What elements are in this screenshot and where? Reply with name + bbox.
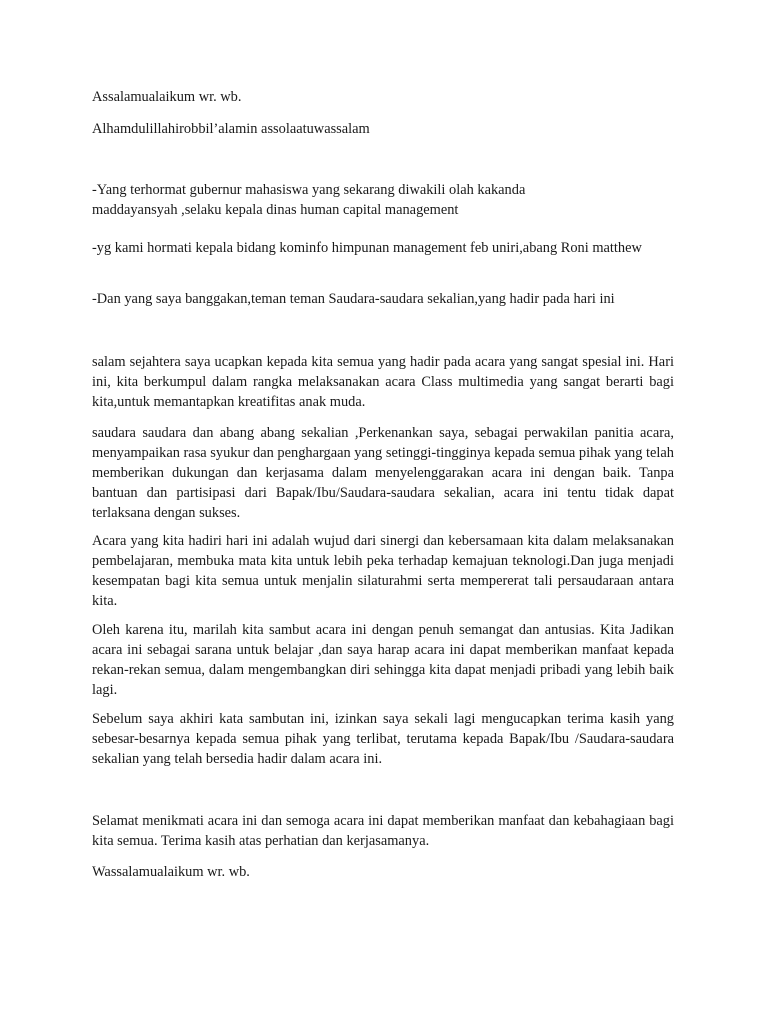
paragraph-synergy: Acara yang kita hadiri hari ini adalah wujud dari sinergi dan kebersamaan kita dalam melaksanakan pembelajaran, membuka mata kita untuk lebih peka terhadap kemajuan teknologi.Dan juga menjadi kesempatan bagi kita semua untuk menjalin silaturahmi serta mempererat tali persaudaraan antara kita. — [92, 533, 674, 609]
respect-line-audience: -Dan yang saya banggakan,teman teman Saudara-saudara sekalian,yang hadir pada hari ini — [92, 291, 615, 307]
closing-text: Wassalamualaikum wr. wb. — [92, 864, 250, 880]
opening-text: Alhamdulillahirobbil’alamin assolaatuwassalam — [92, 121, 370, 137]
paragraph-gratitude: Sebelum saya akhiri kata sambutan ini, izinkan saya sekali lagi mengucapkan terima kasih yang sebesar-besarnya kepada semua pihak yang terlibat, terutama kepada Bapak/Ibu /Saudara-saudara sekalian yang telah bersedia hadir dalam acara ini. — [92, 711, 674, 767]
paragraph-closing-wishes: Selamat menikmati acara ini dan semoga acara ini dapat memberikan manfaat dan kebahagiaan bagi kita semua. Terima kasih atas perhatian dan kerjasamanya. — [92, 813, 674, 849]
respect-line-governor: -Yang terhormat gubernur mahasiswa yang sekarang diwakili olah kakanda maddayansyah ,selaku kepala dinas human capital management — [92, 182, 526, 218]
paragraph-thanks: saudara saudara dan abang abang sekalian ,Perkenankan saya, sebagai perwakilan panitia acara, menyampaikan rasa syukur dan penghargaan yang setinggi-tingginya kepada semua pihak yang telah memberikan dukungan dan kerjasama dalam menyelenggarakan acara ini dengan baik. Tanpa bantuan dan partisipasi dari Bapak/Ibu/Saudara-saudara sekalian, acara ini tentu tidak dapat terlaksana dengan sukses. — [92, 425, 674, 521]
greeting-text: Assalamualaikum wr. wb. — [92, 89, 242, 105]
respect-line-kominfo: -yg kami hormati kepala bidang kominfo himpunan management feb uniri,abang Roni matthew — [92, 240, 642, 256]
paragraph-salam: salam sejahtera saya ucapkan kepada kita semua yang hadir pada acara yang sangat spesial ini. Hari ini, kita berkumpul dalam rangka melaksanakan acara Class multimedia yang sangat berarti bagi kita,untuk memantapkan kreatifitas anak muda. — [92, 354, 674, 410]
paragraph-enthusiasm: Oleh karena itu, marilah kita sambut acara ini dengan penuh semangat dan antusias. Kita Jadikan acara ini sebagai sarana untuk belajar ,dan saya harap acara ini dapat memberikan manfaat kepada rekan-rekan semua, dalam mengembangkan diri sehingga kita dapat menjadi pribadi yang lebih baik lagi. — [92, 622, 674, 698]
